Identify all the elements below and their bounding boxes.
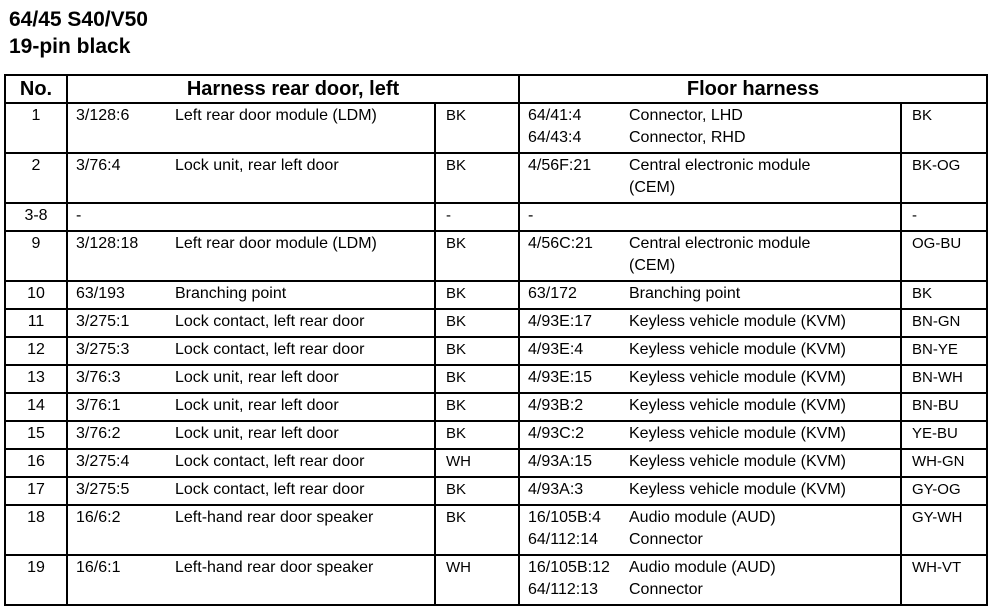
right-description-cell <box>625 555 901 605</box>
left-wire-color: BK <box>435 309 519 337</box>
right-reference: 4/56C:21 <box>528 235 593 252</box>
pin-number: 14 <box>5 393 67 421</box>
table-header-row <box>5 75 987 103</box>
right-description-cell <box>625 477 901 505</box>
left-reference-cell <box>67 505 171 555</box>
right-wire-color: YE-BU <box>901 421 987 449</box>
right-description: Connector <box>629 531 703 548</box>
pin-number: 1 <box>5 103 67 153</box>
left-wire-color: BK <box>435 153 519 203</box>
table-row <box>5 449 987 477</box>
right-wire-color: BN-YE <box>901 337 987 365</box>
left-wire-color: BK <box>435 365 519 393</box>
right-description-cell <box>625 231 901 281</box>
left-reference: 3/76:4 <box>76 157 121 174</box>
right-reference: 16/105B:12 <box>528 559 610 576</box>
right-description-cell <box>625 337 901 365</box>
left-description: Lock contact, left rear door <box>171 309 435 337</box>
left-reference: 3/128:6 <box>76 107 130 124</box>
right-description-cell <box>625 203 901 231</box>
header-no: No. <box>5 75 67 103</box>
left-description <box>171 203 435 231</box>
left-reference-cell <box>67 449 171 477</box>
right-description: Keyless vehicle module (KVM) <box>629 369 846 386</box>
right-description: Connector, LHD <box>629 107 743 124</box>
right-description-cell <box>625 281 901 309</box>
table-row <box>5 153 987 203</box>
left-reference: 16/6:2 <box>76 509 121 526</box>
right-description-cell <box>625 309 901 337</box>
pin-number: 15 <box>5 421 67 449</box>
table-body <box>5 103 987 605</box>
right-reference-cell <box>519 449 625 477</box>
left-description: Lock unit, rear left door <box>171 365 435 393</box>
left-description: Left rear door module (LDM) <box>171 103 435 153</box>
right-description-cell <box>625 153 901 203</box>
right-reference: 4/56F:21 <box>528 157 592 174</box>
right-reference: 64/112:14 <box>528 531 598 548</box>
left-wire-color: WH <box>435 449 519 477</box>
table-row <box>5 281 987 309</box>
right-reference: 4/93E:4 <box>528 341 584 358</box>
right-description: Connector <box>629 581 703 598</box>
left-reference: 3/275:3 <box>76 341 130 358</box>
left-description: Left-hand rear door speaker <box>171 555 435 605</box>
left-reference-cell <box>67 103 171 153</box>
pin-number: 11 <box>5 309 67 337</box>
pin-number: 3-8 <box>5 203 67 231</box>
left-wire-color: BK <box>435 477 519 505</box>
right-reference-cell <box>519 103 625 153</box>
table-row <box>5 393 987 421</box>
left-description: Lock unit, rear left door <box>171 153 435 203</box>
right-wire-color: WH-VT <box>901 555 987 605</box>
right-reference: 4/93B:2 <box>528 397 584 414</box>
right-description: Connector, RHD <box>629 129 746 146</box>
right-description-cell <box>625 449 901 477</box>
right-wire-color: BN-BU <box>901 393 987 421</box>
header-left-harness: Harness rear door, left <box>67 75 519 103</box>
left-reference-cell <box>67 203 171 231</box>
right-description: Keyless vehicle module (KVM) <box>629 397 846 414</box>
right-description: (CEM) <box>629 179 676 196</box>
right-reference: 16/105B:4 <box>528 509 601 526</box>
right-wire-color: BK <box>901 281 987 309</box>
left-reference: 3/275:1 <box>76 313 130 330</box>
right-wire-color: BN-WH <box>901 365 987 393</box>
pin-number: 10 <box>5 281 67 309</box>
connector-title: 64/45 S40/V50 <box>9 8 148 31</box>
right-description: Audio module (AUD) <box>629 509 776 526</box>
table-row <box>5 421 987 449</box>
left-reference: - <box>76 207 82 224</box>
left-reference: 3/128:18 <box>76 235 139 252</box>
right-wire-color: BK-OG <box>901 153 987 203</box>
right-wire-color: OG-BU <box>901 231 987 281</box>
right-description: (CEM) <box>629 257 676 274</box>
table-row <box>5 203 987 231</box>
right-reference: 4/93A:3 <box>528 481 584 498</box>
right-description-cell <box>625 393 901 421</box>
right-description: Keyless vehicle module (KVM) <box>629 481 846 498</box>
pin-number: 2 <box>5 153 67 203</box>
left-wire-color: WH <box>435 555 519 605</box>
pin-number: 19 <box>5 555 67 605</box>
left-reference-cell <box>67 231 171 281</box>
right-description-cell <box>625 365 901 393</box>
left-wire-color: BK <box>435 505 519 555</box>
left-description: Lock contact, left rear door <box>171 477 435 505</box>
table-row <box>5 337 987 365</box>
right-reference-cell <box>519 555 625 605</box>
left-wire-color: BK <box>435 421 519 449</box>
left-reference-cell <box>67 421 171 449</box>
left-description: Left-hand rear door speaker <box>171 505 435 555</box>
table-row <box>5 505 987 555</box>
right-reference-cell <box>519 477 625 505</box>
left-reference-cell <box>67 281 171 309</box>
right-description: Branching point <box>629 285 741 302</box>
table-row <box>5 231 987 281</box>
right-reference-cell <box>519 153 625 203</box>
right-description-cell <box>625 421 901 449</box>
pin-number: 17 <box>5 477 67 505</box>
right-description: Keyless vehicle module (KVM) <box>629 425 846 442</box>
pin-number: 9 <box>5 231 67 281</box>
right-reference: - <box>528 207 534 224</box>
right-wire-color: WH-GN <box>901 449 987 477</box>
right-reference-cell <box>519 365 625 393</box>
right-reference-cell <box>519 505 625 555</box>
pin-number: 16 <box>5 449 67 477</box>
pin-number: 13 <box>5 365 67 393</box>
left-description: Lock contact, left rear door <box>171 337 435 365</box>
left-reference-cell <box>67 153 171 203</box>
right-description-cell <box>625 103 901 153</box>
right-description-cell <box>625 505 901 555</box>
right-reference: 4/93E:17 <box>528 313 593 330</box>
left-wire-color: BK <box>435 337 519 365</box>
right-description: Keyless vehicle module (KVM) <box>629 313 846 330</box>
table-row <box>5 477 987 505</box>
right-reference-cell <box>519 421 625 449</box>
right-reference-cell <box>519 203 625 231</box>
header-floor-harness: Floor harness <box>519 75 987 103</box>
left-wire-color: BK <box>435 103 519 153</box>
left-reference: 3/76:3 <box>76 369 121 386</box>
right-reference: 64/112:13 <box>528 581 598 598</box>
right-reference-cell <box>519 309 625 337</box>
right-reference-cell <box>519 393 625 421</box>
left-reference-cell <box>67 393 171 421</box>
right-description: Keyless vehicle module (KVM) <box>629 453 846 470</box>
right-reference: 4/93A:15 <box>528 453 593 470</box>
left-description: Left rear door module (LDM) <box>171 231 435 281</box>
right-reference: 64/43:4 <box>528 129 582 146</box>
right-wire-color: BK <box>901 103 987 153</box>
left-description: Lock contact, left rear door <box>171 449 435 477</box>
right-reference-cell <box>519 281 625 309</box>
left-reference: 3/275:5 <box>76 481 130 498</box>
left-reference: 16/6:1 <box>76 559 121 576</box>
table-row <box>5 309 987 337</box>
left-wire-color: BK <box>435 393 519 421</box>
left-description: Lock unit, rear left door <box>171 393 435 421</box>
left-description: Lock unit, rear left door <box>171 421 435 449</box>
right-reference: 4/93E:15 <box>528 369 593 386</box>
page-heading <box>9 6 148 60</box>
table-row <box>5 555 987 605</box>
right-description: Keyless vehicle module (KVM) <box>629 341 846 358</box>
right-description: Central electronic module <box>629 157 811 174</box>
right-reference: 64/41:4 <box>528 107 582 124</box>
pin-number: 12 <box>5 337 67 365</box>
left-reference-cell <box>67 477 171 505</box>
right-wire-color: BN-GN <box>901 309 987 337</box>
table-row <box>5 365 987 393</box>
right-description: Audio module (AUD) <box>629 559 776 576</box>
table-row <box>5 103 987 153</box>
left-reference: 3/275:4 <box>76 453 130 470</box>
right-reference-cell <box>519 337 625 365</box>
right-wire-color: GY-WH <box>901 505 987 555</box>
left-reference-cell <box>67 337 171 365</box>
left-reference: 3/76:1 <box>76 397 121 414</box>
right-reference: 63/172 <box>528 285 577 302</box>
right-description: Central electronic module <box>629 235 811 252</box>
left-wire-color: - <box>435 203 519 231</box>
right-reference: 4/93C:2 <box>528 425 585 442</box>
left-wire-color: BK <box>435 281 519 309</box>
pin-number: 18 <box>5 505 67 555</box>
right-reference-cell <box>519 231 625 281</box>
left-reference: 63/193 <box>76 285 125 302</box>
left-description: Branching point <box>171 281 435 309</box>
right-wire-color: GY-OG <box>901 477 987 505</box>
left-reference-cell <box>67 309 171 337</box>
pin-table <box>4 74 988 606</box>
left-reference: 3/76:2 <box>76 425 121 442</box>
left-reference-cell <box>67 365 171 393</box>
connector-subtitle: 19-pin black <box>9 35 131 58</box>
right-wire-color: - <box>901 203 987 231</box>
left-wire-color: BK <box>435 231 519 281</box>
left-reference-cell <box>67 555 171 605</box>
